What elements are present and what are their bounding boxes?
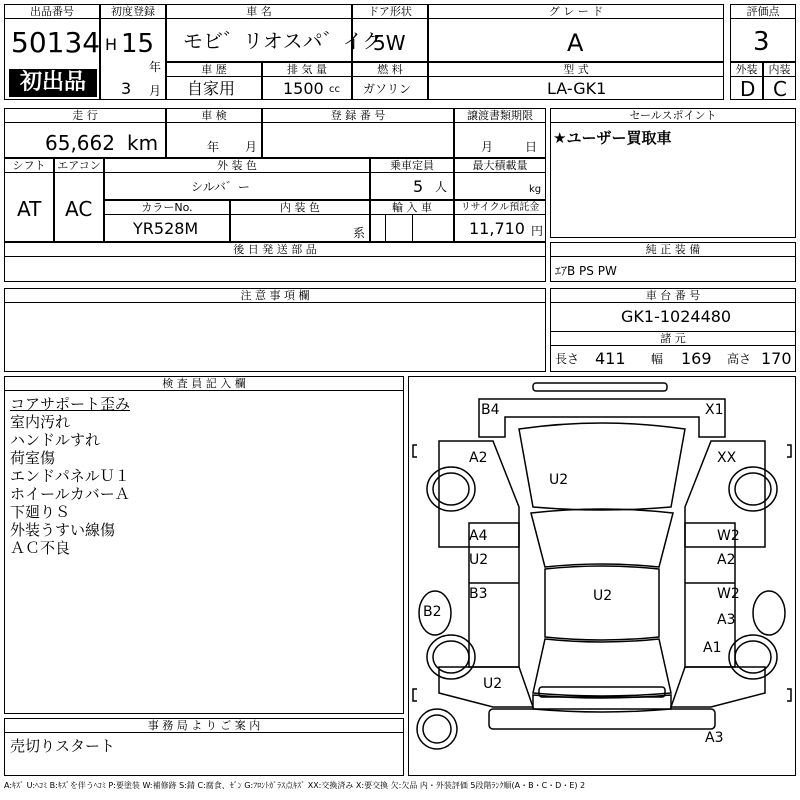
width-label: 幅 [651, 352, 664, 366]
shift-label: シフト [5, 159, 53, 173]
inspector-cell [4, 376, 404, 714]
door-label: ドア形状 [353, 5, 427, 19]
office-message: 売切りスタート [10, 737, 116, 755]
equipment-cell [550, 242, 796, 282]
mark-u2-left-door: U2 [469, 552, 489, 568]
displacement-unit: cc [329, 84, 340, 95]
mark-a4: A4 [469, 528, 488, 544]
car-outline-drawing [409, 377, 795, 775]
model-label: 車 名 [167, 5, 351, 19]
shift-value: AT [17, 197, 42, 221]
first-listing-badge: 初出品 [9, 69, 97, 97]
inspector-line: 外装うすい線傷 [10, 521, 116, 539]
fuel-cell [352, 62, 428, 100]
office-cell [4, 718, 404, 776]
reg-number-label: 登 録 番 号 [263, 109, 453, 123]
mark-x1: X1 [705, 402, 724, 418]
max-load-unit: kg [529, 184, 542, 195]
lot-label: 出品番号 [5, 5, 99, 19]
inspector-line: コアサポート歪み [10, 395, 131, 413]
mileage-cell [4, 108, 166, 158]
legend-text: A:ｷｽﾞ U:ﾍｺﾐ B:ｷｽﾞを伴うﾍｺﾐ P:要塗装 W:補修跡 S:錆 C:腐食、ｾﾞﾝ G:ﾌﾛﾝﾄｶﾞﾗｽ点ｷｽﾞ XX:交換済み X:要交換 欠:欠品 内・外装評価 5段階ﾗﾝｸ順(A・B・C・D・E) 2 [4, 781, 586, 790]
chassis-label: 車 台 番 号 [551, 289, 795, 303]
lot-cell [4, 4, 100, 100]
mark-w2-right-door-2: W2 [717, 586, 740, 602]
displacement-cell [262, 62, 352, 100]
first-reg-cell [100, 4, 166, 100]
recycle-unit: 円 [531, 224, 544, 238]
width-value: 169 [681, 349, 712, 368]
color-no-cell [104, 200, 230, 242]
history-value: 自家用 [187, 79, 236, 98]
grade-cell [428, 4, 724, 62]
inspector-line: 下廻りＳ [10, 503, 71, 521]
score-cell [730, 4, 796, 62]
import-label: 輸 入 車 [371, 201, 453, 215]
reg-number-cell [262, 108, 454, 158]
mark-a2-front-left: A2 [469, 450, 488, 466]
inspector-notes [10, 395, 130, 557]
inspection-cell [166, 108, 262, 158]
mark-u2-roof: U2 [593, 588, 613, 604]
inspector-line: ハンドルすれ [10, 431, 101, 449]
mark-a3-right-door-2: A3 [717, 612, 736, 628]
ac-cell [54, 158, 104, 242]
caution-cell [4, 288, 546, 372]
dims-label: 諸 元 [551, 331, 795, 346]
mark-u2-hood: U2 [549, 472, 569, 488]
int-color-cell [230, 200, 370, 242]
mark-u2-rear: U2 [483, 676, 503, 692]
year-value: 15 [121, 29, 155, 59]
sales-point-label: セールスポイント [551, 109, 795, 123]
recycle-value: 11,710 [469, 219, 525, 238]
mark-b4: B4 [481, 402, 500, 418]
ac-value: AC [65, 197, 93, 221]
mileage-label: 走 行 [5, 109, 165, 123]
transfer-day-unit: 日 [525, 140, 538, 154]
year-unit: 年 [149, 60, 162, 74]
import-cell [370, 200, 454, 242]
exterior-label: 外装 [731, 63, 762, 77]
ac-label: エアコン [55, 159, 103, 173]
shift-cell [4, 158, 54, 242]
fuel-label: 燃 料 [353, 63, 427, 77]
exterior-cell [730, 62, 763, 100]
transfer-month-unit: 月 [481, 140, 494, 154]
ext-color-label: 外 装 色 [105, 159, 369, 173]
ext-color-value: シルバ゛ー [191, 180, 250, 194]
length-value: 411 [595, 349, 626, 368]
inspector-line: 室内汚れ [10, 413, 71, 431]
month-value: 3 [121, 79, 132, 98]
inspector-line: エンドパネルＵ１ [10, 467, 130, 485]
capacity-unit: 人 [435, 180, 448, 194]
grade-label: グ レ ー ド [429, 5, 723, 19]
inspector-line: 荷室傷 [10, 449, 56, 467]
door-value: 5W [373, 31, 406, 55]
mark-b2: B2 [423, 604, 442, 620]
inspection-year-unit: 年 [207, 140, 220, 154]
type-label: 型 式 [429, 63, 723, 77]
mark-a1: A1 [703, 640, 722, 656]
lot-number: 50134 [11, 26, 101, 59]
first-reg-label: 初度登録 [101, 5, 165, 19]
equipment-value: ｴｱB PS PW [555, 264, 617, 278]
door-cell [352, 4, 428, 62]
inspector-line: ホイールカバーＡ [10, 485, 130, 503]
displacement-value: 1500 [283, 79, 324, 98]
int-color-unit: 系 [353, 226, 366, 240]
sales-point-cell [550, 108, 796, 238]
inspector-line: ＡＣ不良 [10, 539, 71, 557]
caution-label: 注 意 事 項 欄 [5, 289, 545, 303]
mileage-unit: km [127, 131, 159, 155]
interior-cell [763, 62, 796, 100]
exterior-value: D [740, 77, 756, 101]
type-cell [428, 62, 724, 100]
mark-w2-right-door-1: W2 [717, 528, 740, 544]
recycle-cell [454, 200, 546, 242]
history-label: 車 歴 [167, 63, 261, 77]
height-value: 170 [761, 349, 792, 368]
color-no-label: カラーNo. [105, 201, 229, 215]
capacity-value: 5 [413, 177, 424, 196]
mark-a3-bottom: A3 [705, 730, 724, 746]
inspection-label: 車 検 [167, 109, 261, 123]
transfer-cell [454, 108, 546, 158]
fuel-value: ガソリン [363, 82, 412, 96]
recycle-label: リサイクル預託金 [455, 201, 545, 215]
capacity-cell [370, 158, 454, 200]
displacement-label: 排 気 量 [263, 63, 351, 77]
score-value: 3 [753, 27, 770, 57]
mark-xx: XX [717, 450, 737, 466]
capacity-label: 乗車定員 [371, 159, 453, 173]
transfer-label: 譲渡書類期限 [455, 109, 545, 123]
height-label: 高さ [727, 352, 752, 366]
model-cell [166, 4, 383, 62]
mark-a2-right-door-1: A2 [717, 552, 736, 568]
sales-point-value: ★ユーザー買取車 [553, 129, 672, 147]
car-diagram [408, 376, 796, 776]
history-cell [166, 62, 262, 100]
type-value: LA-GK1 [547, 79, 607, 98]
inspection-month-unit: 月 [245, 140, 258, 154]
office-label: 事 務 局 よ り ご 案 内 [5, 719, 403, 733]
mark-b3: B3 [469, 586, 488, 602]
max-load-label: 最大積載量 [455, 159, 545, 173]
later-parts-cell [4, 242, 546, 282]
chassis-value: GK1-1024480 [621, 307, 732, 326]
mileage-value: 65,662 [45, 131, 115, 155]
score-label: 評価点 [731, 5, 795, 19]
int-color-label: 内 装 色 [231, 201, 369, 215]
max-load-cell [454, 158, 546, 200]
grade-value: A [567, 29, 584, 57]
equipment-label: 純 正 装 備 [551, 243, 795, 257]
chassis-cell [550, 288, 796, 372]
ext-color-cell [104, 158, 370, 200]
import-divider [385, 214, 413, 242]
color-no-value: YR528M [133, 219, 199, 238]
length-label: 長さ [555, 352, 580, 366]
month-unit: 月 [149, 84, 162, 98]
interior-value: C [773, 77, 787, 101]
inspector-label: 検 査 員 記 入 欄 [5, 377, 403, 391]
model-name: モビ゛リオスパ゛イク [183, 29, 383, 53]
later-parts-label: 後 日 発 送 部 品 [5, 243, 545, 257]
era: H [105, 35, 118, 54]
interior-label: 内装 [764, 63, 795, 77]
